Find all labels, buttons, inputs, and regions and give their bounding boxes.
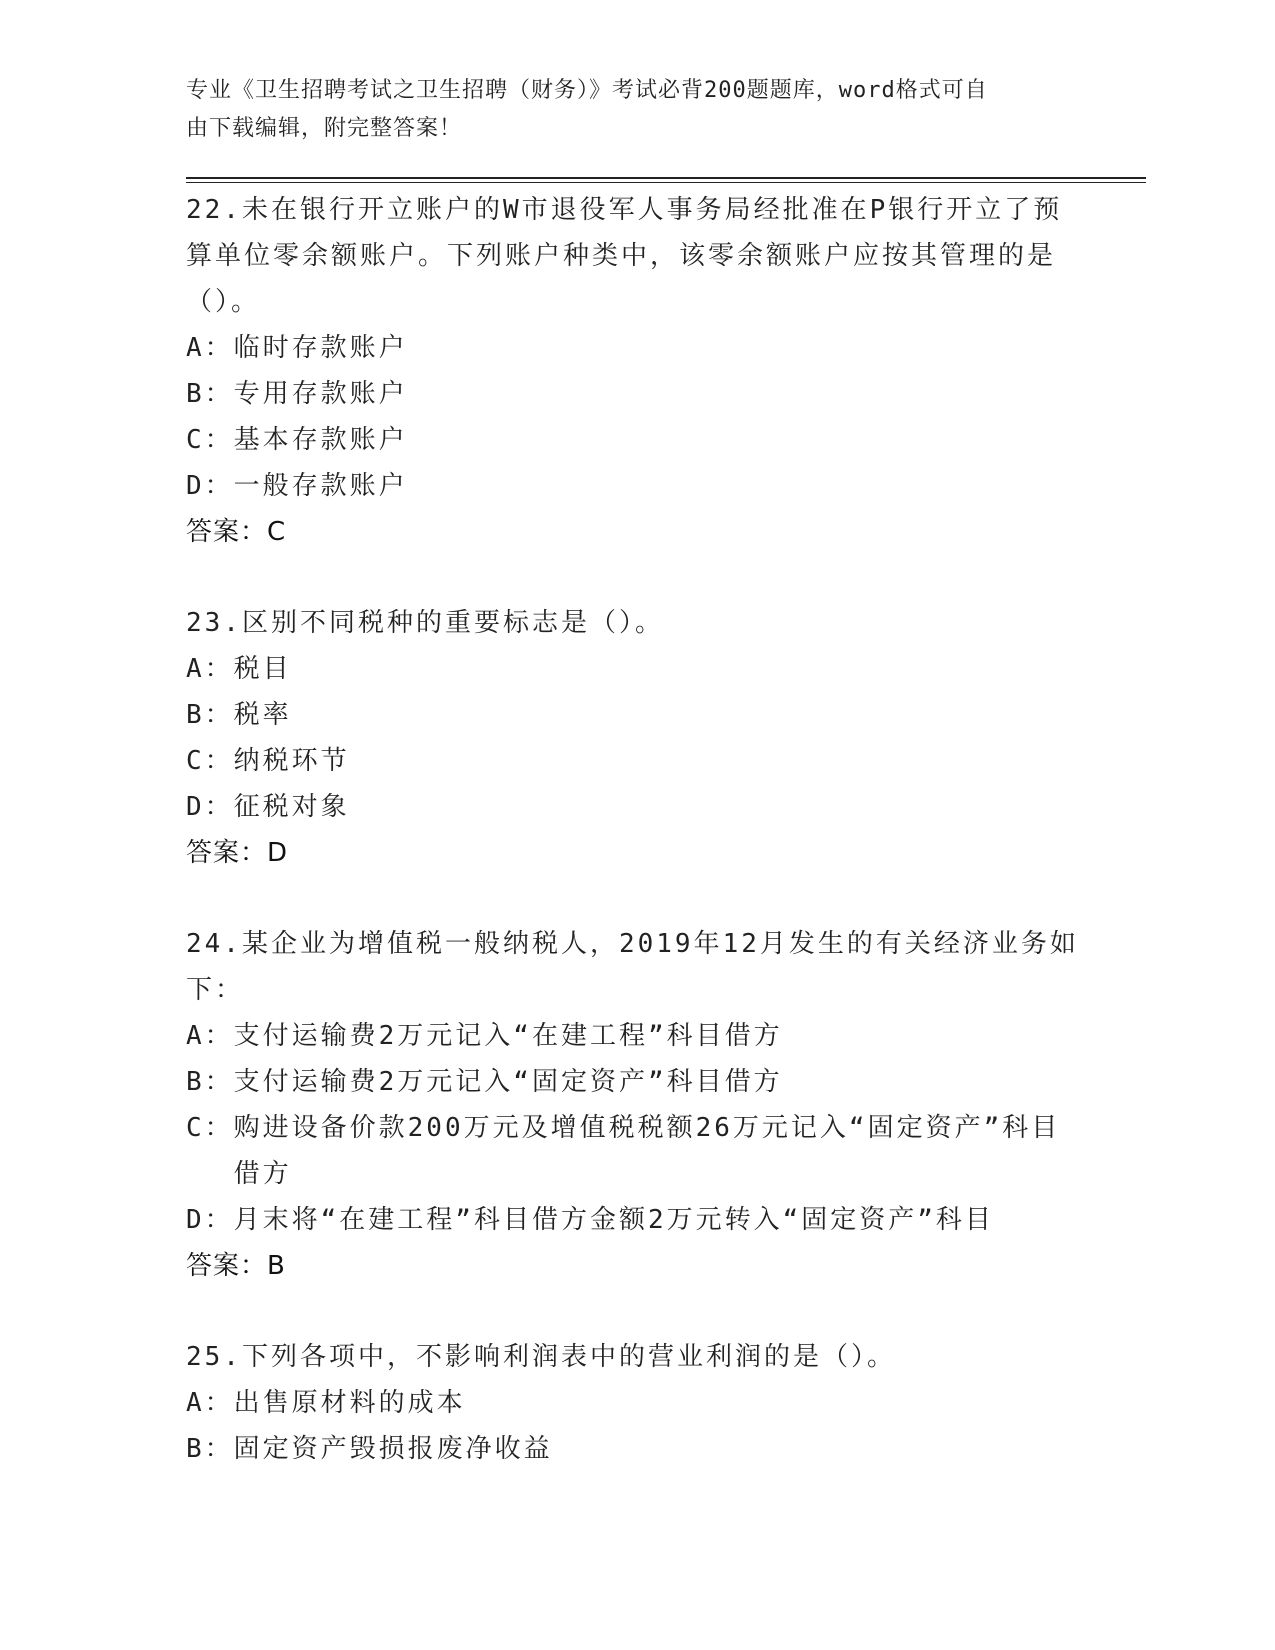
option-a	[186, 1380, 1086, 1426]
option-text: 纳税环节	[233, 746, 350, 776]
option-a	[186, 646, 1086, 692]
option-text: 购进设备价款200万元及增值税税额26万元记入“固定资产”科目借方	[233, 1113, 1061, 1189]
option-text: 支付运输费2万元记入“固定资产”科目借方	[233, 1067, 783, 1097]
option-d	[186, 784, 1086, 830]
option-letter: D：	[186, 1205, 234, 1235]
option-text: 专用存款账户	[233, 379, 408, 409]
option-b	[186, 1426, 1086, 1472]
question-23	[186, 600, 1086, 876]
option-a	[186, 325, 1086, 371]
question-list	[186, 187, 1086, 1517]
option-c	[186, 417, 1086, 463]
option-letter: C：	[186, 1113, 234, 1143]
option-letter: C：	[186, 746, 234, 776]
option-text: 税目	[233, 654, 292, 684]
option-text: 征税对象	[233, 792, 350, 822]
option-letter: D：	[186, 792, 234, 822]
question-25	[186, 1334, 1086, 1472]
option-c	[186, 738, 1086, 784]
header-line-1: 专业《卫生招聘考试之卫生招聘（财务）》考试必背200题题库，word格式可自	[186, 78, 988, 103]
option-letter: D：	[186, 471, 234, 501]
option-letter: A：	[186, 1021, 234, 1051]
header-divider-thin	[186, 182, 1146, 183]
option-text: 基本存款账户	[233, 425, 408, 455]
header-line-2: 由下载编辑，附完整答案！	[186, 116, 463, 141]
option-text: 月末将“在建工程”科目借方金额2万元转入“固定资产”科目	[233, 1205, 994, 1235]
answer-line: 答案：B	[186, 1251, 286, 1281]
option-b	[186, 371, 1086, 417]
document-header	[186, 72, 1066, 148]
question-22	[186, 187, 1086, 555]
question-24	[186, 921, 1086, 1289]
question-stem: 23.区别不同税种的重要标志是（）。	[186, 608, 664, 638]
question-stem: 24.某企业为增值税一般纳税人，2019年12月发生的有关经济业务如下：	[186, 929, 1079, 1005]
option-d	[186, 463, 1086, 509]
option-letter: C：	[186, 425, 234, 455]
question-stem: 22.未在银行开立账户的W市退役军人事务局经批准在P银行开立了预算单位零余额账户。下列账户种类中，该零余额账户应按其管理的是（）。	[186, 195, 1063, 317]
option-letter: A：	[186, 333, 234, 363]
option-text: 固定资产毁损报废净收益	[233, 1434, 553, 1464]
option-letter: B：	[186, 700, 234, 730]
option-letter: B：	[186, 1434, 234, 1464]
answer-line: 答案：C	[186, 517, 287, 547]
option-letter: A：	[186, 654, 234, 684]
option-b	[186, 1059, 1086, 1105]
option-c	[186, 1105, 1086, 1197]
answer-line: 答案：D	[186, 838, 289, 868]
header-divider-thick	[186, 177, 1146, 179]
option-text: 临时存款账户	[233, 333, 408, 363]
option-text: 支付运输费2万元记入“在建工程”科目借方	[233, 1021, 783, 1051]
option-text: 出售原材料的成本	[233, 1388, 466, 1418]
option-d	[186, 1197, 1086, 1243]
option-b	[186, 692, 1086, 738]
option-letter: A：	[186, 1388, 234, 1418]
option-letter: B：	[186, 379, 234, 409]
option-text: 税率	[233, 700, 292, 730]
option-text: 一般存款账户	[233, 471, 408, 501]
question-stem: 25.下列各项中，不影响利润表中的营业利润的是（）。	[186, 1342, 896, 1372]
option-letter: B：	[186, 1067, 234, 1097]
option-a	[186, 1013, 1086, 1059]
